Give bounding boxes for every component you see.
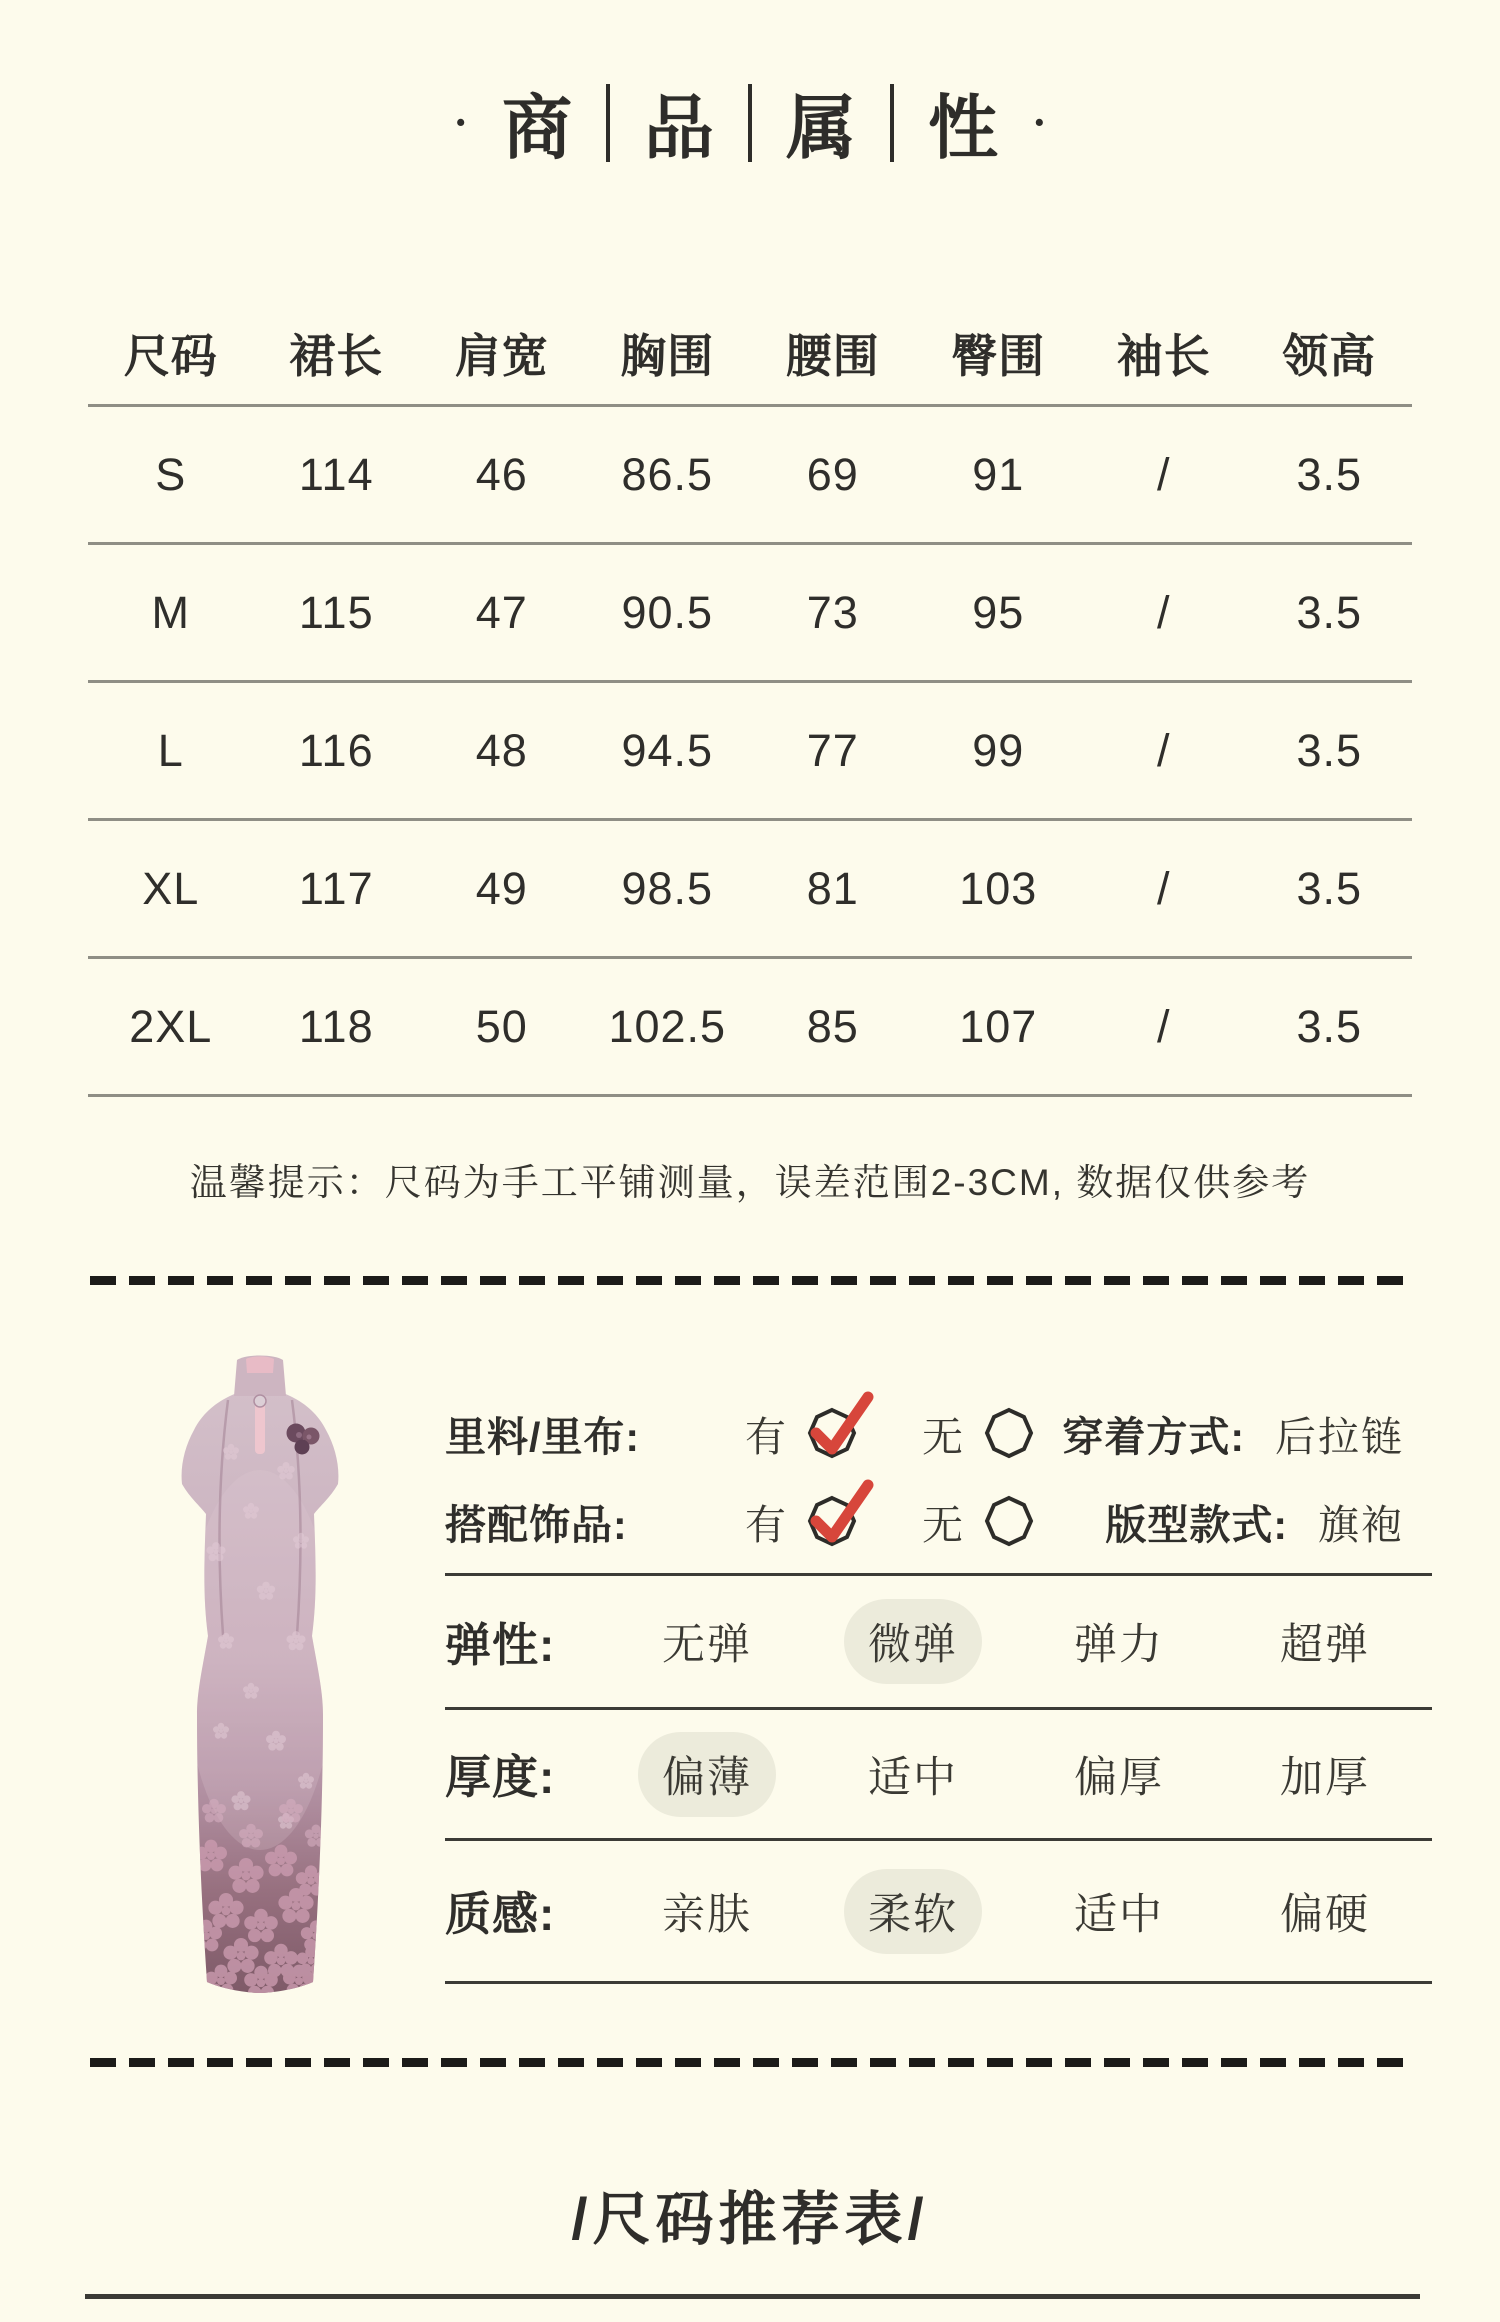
table-header-cell: 袖长: [1116, 330, 1211, 382]
table-cell: 2XL: [129, 1000, 213, 1052]
texture-row: [445, 1838, 1432, 1981]
table-cell: 94.5: [621, 724, 714, 776]
size-recommendation-title: /尺码推荐表/: [571, 2187, 929, 2252]
table-cell: 91: [972, 448, 1025, 500]
table-header-cell: 领高: [1282, 330, 1377, 382]
table-cell: 98.5: [621, 862, 714, 914]
table-row: [88, 545, 1412, 683]
option-item-selected: 微弹: [844, 1599, 982, 1684]
title-separator: [606, 84, 610, 162]
option-item: 加厚: [1280, 1753, 1370, 1802]
table-cell: 50: [475, 1000, 528, 1052]
thickness-label: 厚度:: [445, 1751, 556, 1803]
table-cell: 90.5: [621, 586, 714, 638]
table-row: [88, 683, 1412, 821]
style-type-label: 版型款式:: [1105, 1501, 1288, 1548]
option-item: 无弹: [662, 1621, 752, 1669]
title-char: 品: [644, 91, 714, 168]
yes-label: 有: [745, 1501, 786, 1548]
checkbox-empty-icon: [983, 1495, 1035, 1547]
option-item: 亲肤: [662, 1890, 752, 1939]
table-cell: 73: [806, 586, 859, 638]
title-dot-left: ·: [453, 97, 468, 147]
checkbox-checked-icon: [806, 1495, 858, 1547]
option-item: 适中: [1074, 1890, 1164, 1939]
title-char: 商: [502, 91, 572, 168]
table-cell: /: [1156, 862, 1171, 914]
table-cell: 81: [806, 862, 859, 914]
table-cell: /: [1156, 586, 1171, 638]
page-title: [0, 72, 1500, 173]
table-row: [88, 959, 1412, 1097]
measurement-note: 温馨提示：尺码为手工平铺测量，误差范围2-3CM, 数据仅供参考: [189, 1162, 1311, 1203]
table-cell: 3.5: [1296, 1000, 1363, 1052]
yes-label: 有: [745, 1413, 786, 1460]
table-header-cell: 裙长: [289, 330, 384, 382]
title-dot-right: ·: [1032, 97, 1047, 147]
title-char: 属: [786, 91, 856, 168]
table-cell: S: [155, 448, 187, 500]
product-detail-section: [100, 1340, 1432, 2005]
table-header-cell: 尺码: [123, 330, 218, 382]
size-table: [88, 302, 1412, 1097]
texture-label: 质感:: [445, 1888, 556, 1940]
table-cell: 47: [475, 586, 528, 638]
table-cell: M: [151, 586, 190, 638]
title-char: 性: [928, 91, 998, 168]
option-item: 适中: [868, 1753, 958, 1802]
checkbox-empty-icon: [983, 1407, 1035, 1459]
table-cell: 3.5: [1296, 724, 1363, 776]
table-cell: 48: [475, 724, 528, 776]
table-row: [88, 407, 1412, 545]
title-separator: [890, 84, 894, 162]
table-cell: /: [1156, 724, 1171, 776]
table-cell: 3.5: [1296, 448, 1363, 500]
title-separator: [748, 84, 752, 162]
lining-label: 里料/里布:: [445, 1413, 641, 1460]
table-cell: 69: [806, 448, 859, 500]
elasticity-label: 弹性:: [445, 1618, 556, 1671]
option-item: 偏硬: [1280, 1890, 1370, 1939]
table-cell: 107: [959, 1000, 1038, 1052]
table-cell: L: [157, 724, 184, 776]
table-cell: 114: [298, 448, 374, 500]
no-label: 无: [922, 1413, 963, 1460]
attributes-panel: [445, 1340, 1432, 2005]
table-header-cell: 肩宽: [454, 330, 549, 382]
size-table-header: [88, 302, 1412, 407]
table-cell: 103: [959, 862, 1038, 914]
table-header-cell: 臀围: [951, 330, 1046, 382]
table-cell: 3.5: [1296, 586, 1363, 638]
wearing-method-value: 后拉链: [1275, 1413, 1404, 1460]
checkbox-checked-icon: [806, 1407, 858, 1459]
table-cell: 46: [475, 448, 528, 500]
table-cell: 85: [806, 1000, 859, 1052]
option-item-selected: 偏薄: [638, 1732, 776, 1817]
table-header-cell: 胸围: [620, 330, 715, 382]
table-cell: 86.5: [621, 448, 714, 500]
table-row: [88, 821, 1412, 959]
table-cell: 77: [806, 724, 859, 776]
section-divider-line: [85, 2294, 1420, 2299]
table-cell: 116: [298, 724, 374, 776]
table-cell: 49: [475, 862, 528, 914]
table-cell: 118: [298, 1000, 374, 1052]
elasticity-row: [445, 1573, 1432, 1707]
lining-row: [445, 1400, 1432, 1466]
fabric-options-block: [445, 1573, 1432, 1984]
wearing-method-label: 穿着方式:: [1062, 1413, 1245, 1460]
thickness-row: [445, 1707, 1432, 1838]
style-type-value: 旗袍: [1318, 1501, 1404, 1548]
table-cell: 102.5: [608, 1000, 727, 1052]
dashed-divider: [90, 1276, 1412, 1285]
table-cell: 99: [972, 724, 1025, 776]
option-item-selected: 柔软: [844, 1869, 982, 1954]
dress-image: [100, 1340, 420, 2000]
table-cell: 3.5: [1296, 862, 1363, 914]
table-cell: XL: [142, 862, 200, 914]
no-label: 无: [922, 1501, 963, 1548]
table-header-cell: 腰围: [785, 330, 880, 382]
option-item: 弹力: [1074, 1621, 1164, 1669]
accessories-row: [445, 1488, 1432, 1554]
table-cell: /: [1156, 1000, 1171, 1052]
dashed-divider: [90, 2058, 1412, 2067]
option-item: 超弹: [1280, 1621, 1370, 1669]
table-cell: 117: [298, 862, 374, 914]
accessories-label: 搭配饰品:: [445, 1501, 628, 1548]
table-cell: /: [1156, 448, 1171, 500]
option-item: 偏厚: [1074, 1753, 1164, 1802]
table-cell: 95: [972, 586, 1025, 638]
table-cell: 115: [298, 586, 374, 638]
